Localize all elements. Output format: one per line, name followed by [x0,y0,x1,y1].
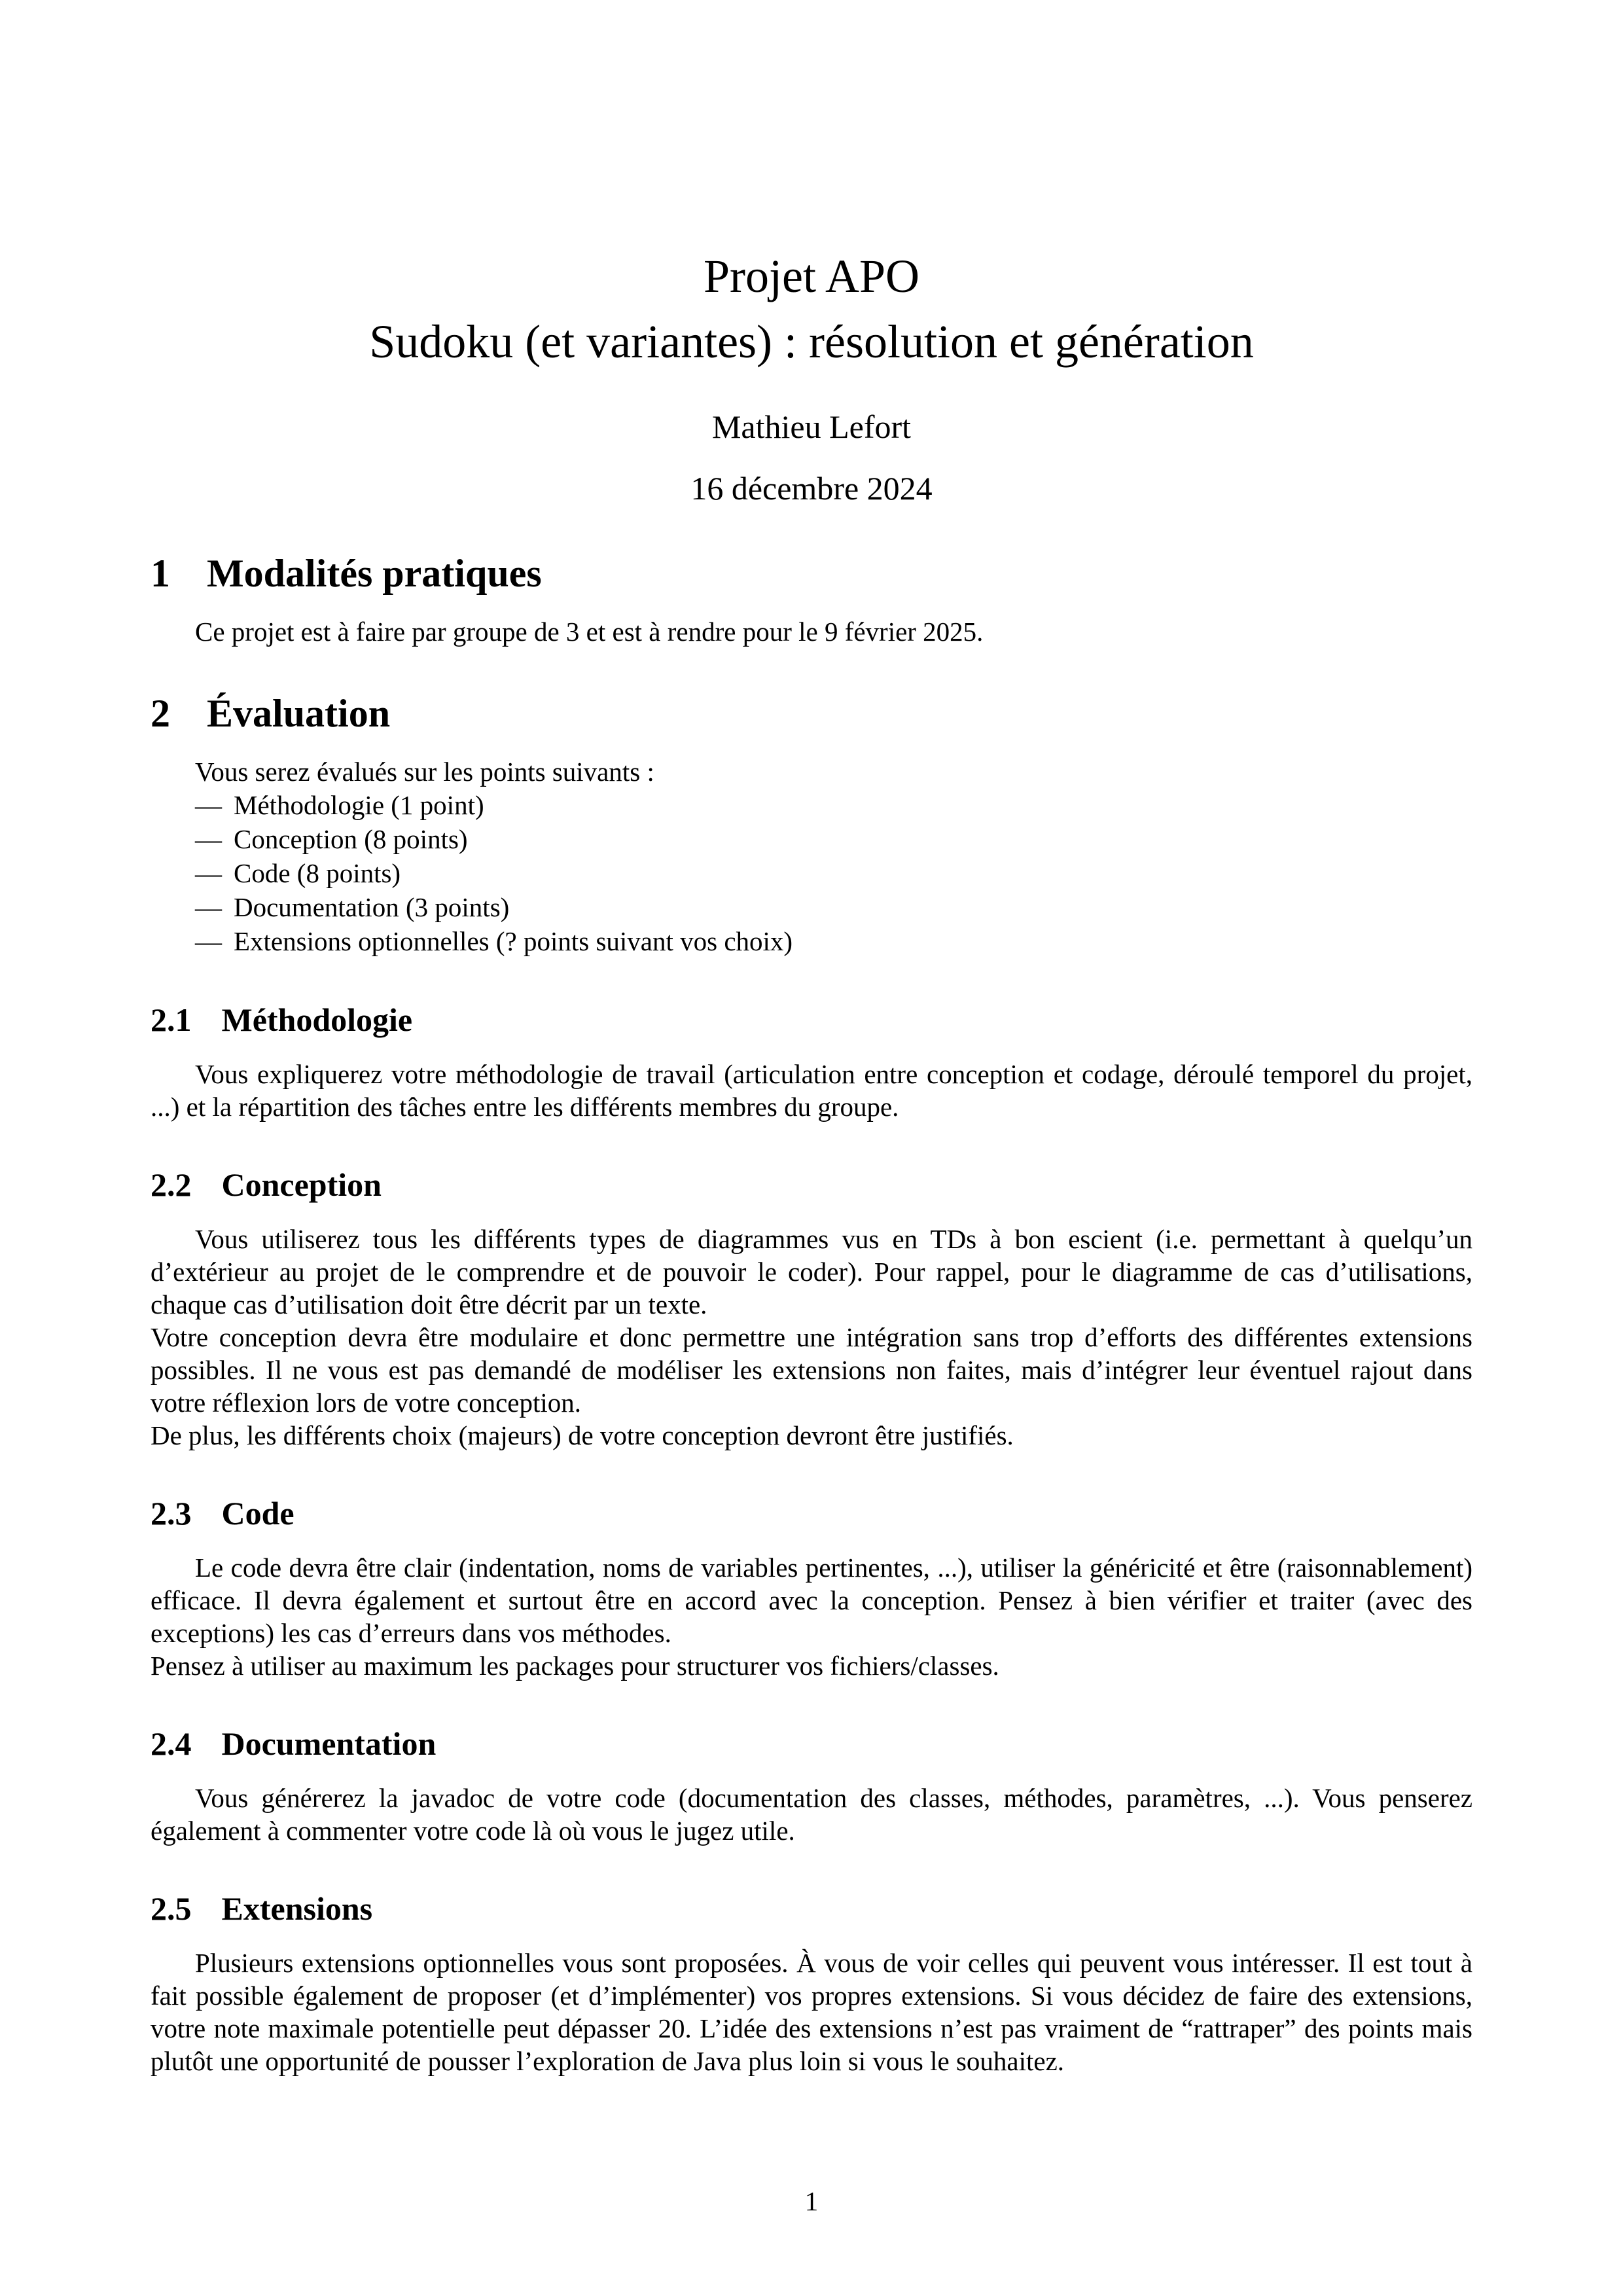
extensions-paragraph: Plusieurs extensions optionnelles vous sont proposées. À vous de voir celles qui peuvent vous intéresser. Il est tout à fait possible également de proposer (et d’implémenter) vos propres extensions. Si vous décidez de faire des extensions, votre note maximale potentielle peut dépasser 20. L’idée des extensions n’est pas vraiment de “rattraper” des points mais plutôt une opportunité de pousser l’exploration de Java plus loin si vous le souhaitez. [151,1948,1472,2076]
item-dash: — [195,892,222,922]
evaluation-list [151,788,1472,958]
list-item-text: Extensions optionnelles (? points suivant vos choix) [234,926,793,956]
section-2-number: 2 [151,692,170,735]
title-line-1: Projet APO [703,250,920,302]
section-2-1-heading [151,1000,1472,1039]
section-2-4-title: Documentation [221,1725,437,1762]
section-2-4-number: 2.4 [151,1725,192,1762]
section-2-1-title: Méthodologie [221,1001,413,1038]
list-item-text: Conception (8 points) [234,824,468,854]
section-1-number: 1 [151,552,170,595]
section-methodologie [151,1000,1472,1123]
methodologie-paragraph: Vous expliquerez votre méthodologie de travail (articulation entre conception et codage, déroulé temporel du projet, ...) et la répartition des tâches entre les différents membres du groupe. [151,1059,1472,1122]
author-name: Mathieu Lefort [711,408,912,445]
section-2-heading [151,690,1472,737]
section-2-3-title: Code [221,1495,294,1532]
list-item [151,822,1472,856]
item-dash: — [195,858,222,888]
section-evaluation [151,690,1472,958]
documentation-paragraph: Vous générerez la javadoc de votre code (documentation des classes, méthodes, paramètres, ...). Vous penserez également à commenter votre code là où vous le jugez utile. [151,1783,1472,1846]
section-2-3-number: 2.3 [151,1495,192,1532]
conception-paragraph-1: Vous utiliserez tous les différents types de diagrammes vus en TDs à bon escient (i.e. permettant à quelqu’un d’extérieur au projet de le comprendre et de pouvoir le coder). Pour rappel, pour le diagramme de cas d’utilisations, chaque cas d’utilisation doit être décrit par un texte. [151,1224,1472,1319]
conception-paragraph-3: De plus, les différents choix (majeurs) de votre conception devront être justifiés. [151,1420,1014,1450]
code-paragraph-2: Pensez à utiliser au maximum les packages pour structurer vos fichiers/classes. [151,1651,999,1681]
code-paragraph-1: Le code devra être clair (indentation, noms de variables pertinentes, ...), utiliser la généricité et être (raisonnablement) efficace. Il devra également et surtout être en accord avec la conception. Pensez à bien vérifier et traiter (avec des exceptions) les cas d’erreurs dans vos méthodes. [151,1552,1472,1648]
list-item-text: Code (8 points) [234,858,401,888]
list-item-text: Méthodologie (1 point) [234,790,484,820]
doc-date: 16 décembre 2024 [690,470,933,507]
section-1-heading [151,550,1472,597]
section-2-3-heading [151,1494,1472,1533]
document-header [151,243,1472,508]
list-item [151,890,1472,924]
section-2-2-title: Conception [221,1166,382,1203]
section-2-title: Évaluation [207,692,391,735]
section-conception [151,1165,1472,1452]
evaluation-intro: Vous serez évalués sur les points suivants : [195,757,654,787]
section-documentation [151,1724,1472,1847]
section-1-paragraph: Ce projet est à faire par groupe de 3 et est à rendre pour le 9 février 2025. [195,617,984,647]
list-item [151,788,1472,822]
document-title [151,243,1472,374]
list-item-text: Documentation (3 points) [234,892,510,922]
section-modalites-pratiques [151,550,1472,648]
item-dash: — [195,790,222,820]
section-code [151,1494,1472,1682]
title-line-2: Sudoku (et variantes) : résolution et génération [369,315,1254,368]
section-2-2-number: 2.2 [151,1166,192,1203]
section-2-4-heading [151,1724,1472,1763]
section-2-5-number: 2.5 [151,1890,192,1927]
section-2-5-title: Extensions [221,1890,373,1927]
page-number: 1 [804,2186,819,2216]
section-2-1-number: 2.1 [151,1001,192,1038]
section-extensions [151,1889,1472,2077]
section-1-title: Modalités pratiques [207,552,542,595]
section-2-5-heading [151,1889,1472,1928]
list-item [151,856,1472,890]
section-2-2-heading [151,1165,1472,1204]
item-dash: — [195,926,222,956]
item-dash: — [195,824,222,854]
conception-paragraph-2: Votre conception devra être modulaire et donc permettre une intégration sans trop d’efforts des différentes extensions possibles. Il ne vous est pas demandé de modéliser les extensions non faites, mais d’intégrer leur éventuel rajout dans votre réflexion lors de votre conception. [151,1322,1472,1418]
list-item [151,924,1472,958]
